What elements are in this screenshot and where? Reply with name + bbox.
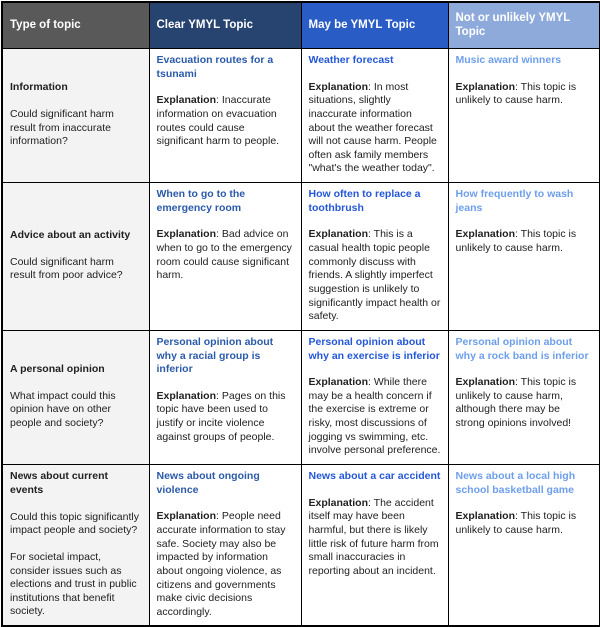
topic-type-title: A personal opinion <box>10 363 105 376</box>
explanation-text <box>157 390 294 445</box>
explanation-label: Explanation <box>455 80 516 93</box>
explanation-body: In most situations, slightly inaccurate information about the weather forecast will not cause harm. People often ask family members "what's the weather today". <box>308 80 437 175</box>
explanation-separator: : <box>216 510 222 523</box>
explanation-text <box>456 376 593 431</box>
explanation-label: Explanation <box>156 228 217 241</box>
example-topic: Evacuation routes for a tsunami <box>156 54 274 80</box>
clear-ymyl-cell <box>149 330 301 464</box>
column-header-clear-ymyl: Clear YMYL Topic <box>149 2 301 49</box>
explanation-label: Explanation <box>308 496 369 509</box>
maybe-ymyl-cell <box>301 49 448 183</box>
column-header-type-of-topic: Type of topic <box>2 2 149 49</box>
column-header-not-ymyl: Not or unlikely YMYL Topic <box>448 2 600 49</box>
explanation-label: Explanation <box>455 376 516 389</box>
explanation-text <box>456 228 593 255</box>
explanation-body: This topic is unlikely to cause harm. <box>455 228 577 255</box>
explanation-text <box>157 94 294 149</box>
explanation-label: Explanation <box>455 228 516 241</box>
explanation-label: Explanation <box>308 376 369 389</box>
example-topic: How frequently to wash jeans <box>455 188 574 214</box>
not-ymyl-cell <box>448 49 600 183</box>
example-topic: Music award winners <box>455 54 562 66</box>
not-ymyl-cell <box>448 183 600 331</box>
explanation-separator: : <box>515 228 521 241</box>
explanation-text <box>309 81 441 176</box>
explanation-label: Explanation <box>308 228 369 241</box>
maybe-ymyl-cell <box>301 465 448 627</box>
topic-type-question: What impact could this opinion have on other people and society? <box>10 389 116 430</box>
table-row-news <box>2 465 600 627</box>
clear-ymyl-cell <box>149 49 301 183</box>
clear-ymyl-cell <box>149 183 301 331</box>
type-cell <box>2 183 149 331</box>
topic-type-title: News about current events <box>10 470 109 496</box>
explanation-text <box>309 228 441 323</box>
example-topic: News about a car accident <box>308 470 441 483</box>
type-cell <box>2 465 149 627</box>
topic-type-title: Information <box>10 81 68 94</box>
ymyl-topic-table <box>1 1 600 627</box>
topic-type-question-extra: For societal impact, consider issues such as elections and trust in public institutions that benefit society. <box>10 550 137 618</box>
explanation-text <box>456 81 593 108</box>
type-cell <box>2 330 149 464</box>
explanation-separator: : <box>368 80 374 93</box>
example-topic: Personal opinion about why a rock band is inferior <box>455 335 589 362</box>
explanation-separator: : <box>515 80 521 93</box>
table-row-advice <box>2 183 600 331</box>
explanation-body: This topic is unlikely to cause harm, although there may be strong opinions involved! <box>455 376 577 430</box>
example-topic: News about ongoing violence <box>156 470 260 496</box>
maybe-ymyl-cell <box>301 183 448 331</box>
explanation-separator: : <box>515 376 521 389</box>
explanation-text <box>309 376 441 458</box>
explanation-body: Inaccurate information on evacuation routes could cause significant harm to people. <box>156 94 280 148</box>
explanation-separator: : <box>368 496 374 509</box>
explanation-separator: : <box>216 389 222 402</box>
topic-type-question: Could significant harm result from poor advice? <box>10 255 123 282</box>
not-ymyl-cell <box>448 465 600 627</box>
column-header-maybe-ymyl: May be YMYL Topic <box>301 2 448 49</box>
explanation-text <box>157 228 294 283</box>
explanation-body: The accident itself may have been harmful, but there is likely little risk of future harm from small inaccuracies in reporting about an incident. <box>308 496 439 577</box>
explanation-text <box>456 510 593 537</box>
example-topic: Weather forecast <box>308 54 394 66</box>
example-topic: Personal opinion about why a racial group is inferior <box>156 335 274 376</box>
explanation-body: This topic is unlikely to cause harm. <box>455 80 577 107</box>
explanation-body: Pages on this topic have been used to justify or incite violence against groups of people. <box>156 389 286 443</box>
explanation-separator: : <box>216 94 222 107</box>
explanation-label: Explanation <box>156 94 217 107</box>
explanation-body: Bad advice on when to go to the emergency room could cause significant harm. <box>156 228 292 282</box>
example-topic: When to go to the emergency room <box>156 188 246 214</box>
example-topic: How often to replace a toothbrush <box>308 188 421 214</box>
type-cell <box>2 49 149 183</box>
explanation-separator: : <box>216 228 222 241</box>
example-topic: News about a local high school basketball game <box>455 470 576 496</box>
explanation-label: Explanation <box>455 510 516 523</box>
explanation-body: This topic is unlikely to cause harm. <box>455 510 577 536</box>
explanation-text <box>309 497 441 579</box>
example-topic: Personal opinion about why an exercise is inferior <box>308 335 440 362</box>
table-row-information <box>2 49 600 183</box>
explanation-label: Explanation <box>156 389 217 402</box>
explanation-body: People need accurate information to stay safe. Society may also be impacted by information about ongoing violence, as citizens and governments make civic decisions accordingly. <box>156 510 286 618</box>
topic-type-question: Could this topic significantly impact people and society? <box>10 510 139 537</box>
explanation-label: Explanation <box>308 80 369 93</box>
explanation-separator: : <box>368 228 374 241</box>
explanation-separator: : <box>368 376 374 389</box>
explanation-body: While there may be a health concern if the exercise is extreme or risky, most discussions of jogging vs swimming, etc. involve personal preference. <box>308 376 441 457</box>
explanation-body: This is a casual health topic people commonly discuss with friends. A slightly imperfect suggestion is unlikely to significantly impact health or safety. <box>308 228 441 323</box>
clear-ymyl-cell <box>149 465 301 627</box>
maybe-ymyl-cell <box>301 330 448 464</box>
header-row <box>2 2 600 49</box>
table-row-personal-opinion <box>2 330 600 464</box>
topic-type-title: Advice about an activity <box>10 229 131 242</box>
explanation-label: Explanation <box>156 510 217 523</box>
topic-type-question: Could significant harm result from inaccurate information? <box>10 107 114 148</box>
explanation-separator: : <box>515 510 521 523</box>
not-ymyl-cell <box>448 330 600 464</box>
